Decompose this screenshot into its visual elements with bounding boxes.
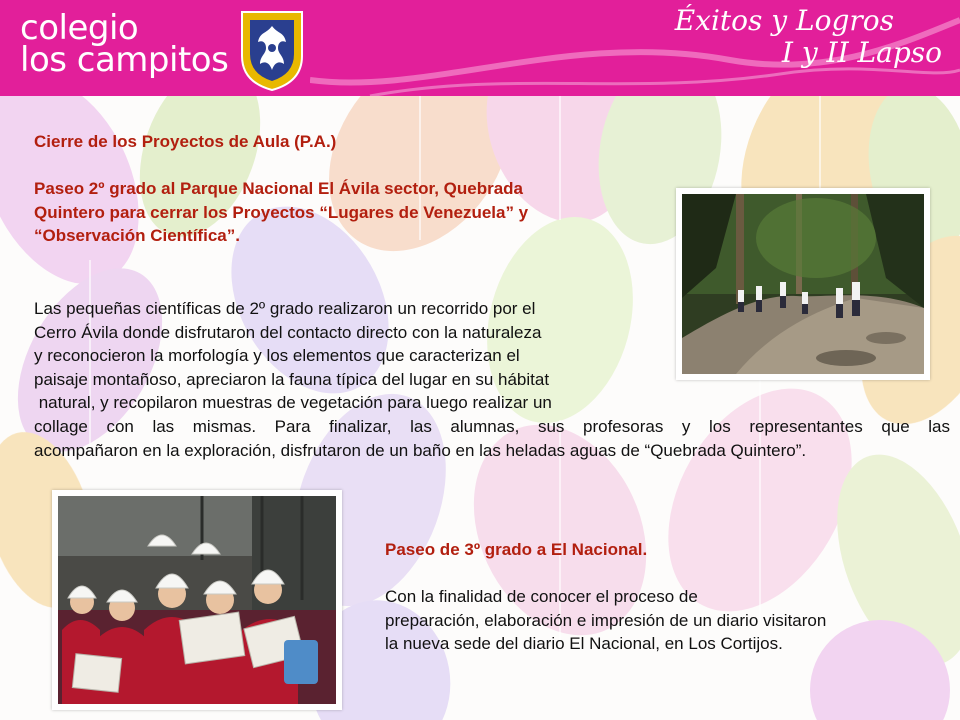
section2-heading: Paseo de 3º grado a El Nacional. bbox=[385, 540, 648, 559]
header-title-line-2: I y II Lapso bbox=[781, 36, 942, 69]
section2-body-line: Con la finalidad de conocer el proceso de bbox=[385, 587, 698, 606]
brand-line-1: colegio bbox=[20, 8, 139, 48]
section1-subheading-line: “Observación Científica”. bbox=[34, 226, 240, 245]
header-title-line-1: Éxitos y Logros bbox=[674, 4, 894, 37]
section1-body-line: paisaje montañoso, apreciaron la fauna típica del lugar en su hábitat bbox=[34, 369, 550, 389]
section1-subheading-line: Paseo 2º grado al Parque Nacional El Ávila sector, Quebrada bbox=[34, 179, 524, 198]
section1-body-line: y reconocieron la morfología y los elementos que caracterizan el bbox=[34, 346, 520, 365]
section2-body-line: preparación, elaboración e impresión de un diario visitaron bbox=[385, 610, 827, 630]
school-crest-icon bbox=[236, 8, 308, 92]
section1-body-line: collage con las mismas. Para finalizar, las alumnas, sus profesoras y los representantes que las bbox=[34, 417, 950, 436]
section2-body-line: la nueva sede del diario El Nacional, en Los Cortijos. bbox=[385, 634, 783, 653]
students-with-helmets-photo bbox=[52, 490, 342, 710]
section1-body-full bbox=[34, 415, 950, 462]
section1-body-line: natural, y recopilaron muestras de vegetación para luego realizar un bbox=[34, 393, 552, 412]
section1-body-line: Las pequeñas científicas de 2º grado realizaron un recorrido por el bbox=[34, 299, 536, 318]
school-brand bbox=[20, 8, 229, 80]
header-banner bbox=[0, 0, 960, 96]
section1-body-line: acompañaron en la exploración, disfrutaron de un baño en las heladas aguas de “Quebrada Quintero”. bbox=[34, 440, 807, 460]
section1-heading: Cierre de los Proyectos de Aula (P.A.) bbox=[34, 132, 337, 151]
section1-body-line: Cerro Ávila donde disfrutaron del contacto directo con la naturaleza bbox=[34, 322, 542, 342]
section1-body-wrapped bbox=[34, 297, 664, 415]
section1-subheading bbox=[34, 177, 634, 248]
section1-subheading-line: Quintero para cerrar los Proyectos “Lugares de Venezuela” y bbox=[34, 202, 529, 222]
forest-trail-photo bbox=[676, 188, 930, 380]
brand-line-2: los campitos bbox=[20, 40, 229, 80]
section2-body bbox=[385, 585, 945, 656]
